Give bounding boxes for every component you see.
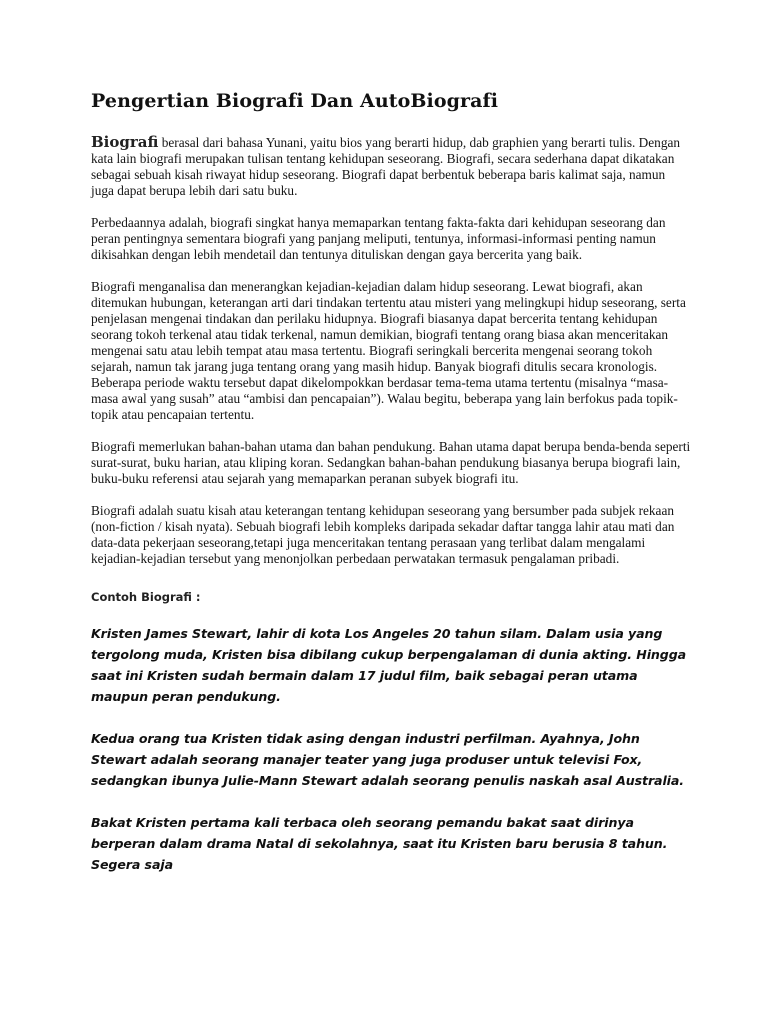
intro-paragraph [91, 134, 691, 199]
paragraph: Biografi adalah suatu kisah atau keterangan tentang kehidupan seseorang yang bersumber pada subjek rekaan (non-fiction / kisah nyata). Sebuah biografi lebih kompleks daripada sekadar daftar tangga lahir atau mati dan data-data pekerjaan seseorang,tetapi juga menceritakan tentang perasaan yang terlibat dalam mengalami kejadian-kejadian tersebut yang menonjolkan perbedaan perwatakan termasuk pengalaman pribadi. [91, 503, 675, 566]
intro-text: berasal dari bahasa Yunani, yaitu bios yang berarti hidup, dab graphien yang berarti tulis. Dengan kata lain biografi merupakan tulisan tentang kehidupan seseorang. Biografi, secara sederhana dapat dikatakan sebagai sebuah kisah riwayat hidup seseorang. Biografi dapat berbentuk beberapa baris kalimat saja, namun juga dapat berupa lebih dari satu buku. [91, 135, 681, 198]
example-paragraph: Bakat Kristen pertama kali terbaca oleh seorang pemandu bakat saat dirinya berperan dalam drama Natal di sekolahnya, saat itu Kristen baru berusia 8 tahun. Segera saja [91, 815, 668, 872]
paragraph: Biografi menganalisa dan menerangkan kejadian-kejadian dalam hidup seseorang. Lewat biografi, akan ditemukan hubungan, keterangan arti dari tindakan tertentu atau misteri yang melingkupi hidup seseorang, serta penjelasan mengenai tindakan dan perilaku hidupnya. Biografi biasanya dapat bercerita tentang kehidupan seorang tokoh terkenal atau tidak terkenal, namun demikian, biografi tentang orang biasa akan menceritakan mengenai satu atau lebih tempat atau masa tertentu. Biografi seringkali bercerita mengenai seorang tokoh sejarah, namun tak jarang juga tentang orang yang masih hidup. Banyak biografi ditulis secara kronologis. Beberapa periode waktu tersebut dapat dikelompokkan berdasar tema-tema utama tertentu (misalnya “masa-masa awal yang susah” atau “ambisi dan pencapaian”). Walau begitu, beberapa yang lain berfokus pada topik-topik atau pencapaian tertentu. [91, 279, 686, 422]
example-paragraph: Kristen James Stewart, lahir di kota Los Angeles 20 tahun silam. Dalam usia yang tergolong muda, Kristen bisa dibilang cukup berpengalaman di dunia akting. Hingga saat ini Kristen sudah bermain dalam 17 judul film, baik sebagai peran utama maupun peran pendukung. [91, 626, 687, 704]
document-title: Pengertian Biografi Dan AutoBiografi [91, 90, 499, 112]
paragraph: Biografi memerlukan bahan-bahan utama dan bahan pendukung. Bahan utama dapat berupa benda-benda seperti surat-surat, buku harian, atau kliping koran. Sedangkan bahan-bahan pendukung biasanya berupa biografi lain, buku-buku referensi atau sejarah yang memaparkan peranan subyek biografi itu. [91, 439, 691, 486]
example-paragraph: Kedua orang tua Kristen tidak asing dengan industri perfilman. Ayahnya, John Stewart adalah seorang manajer teater yang juga produser untuk televisi Fox, sedangkan ibunya Julie-Mann Stewart adalah seorang penulis naskah asal Australia. [91, 731, 684, 788]
example-heading: Contoh Biografi : [91, 590, 201, 604]
document-content [91, 87, 691, 875]
paragraph: Perbedaannya adalah, biografi singkat hanya memaparkan tentang fakta-fakta dari kehidupan seseorang dan peran pentingnya sementara biografi yang panjang meliputi, tentunya, informasi-informasi penting namun dikisahkan dengan lebih mendetail dan tentunya dituliskan dengan gaya bercerita yang baik. [91, 215, 666, 262]
intro-lead-word: Biografi [91, 133, 159, 151]
